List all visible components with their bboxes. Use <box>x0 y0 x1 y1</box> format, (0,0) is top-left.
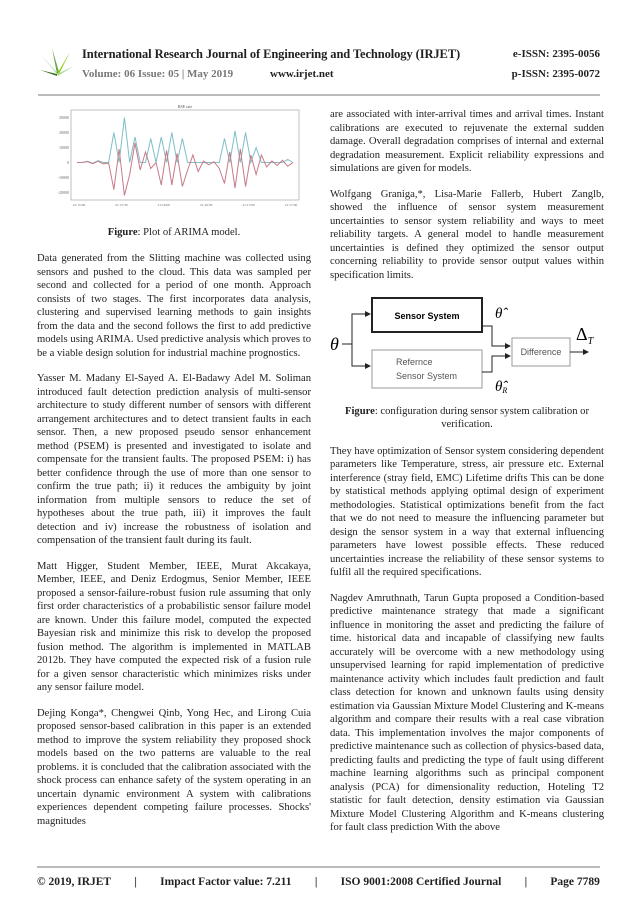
caption-text: : Plot of ARIMA model. <box>137 226 241 238</box>
arima-chart <box>37 100 311 215</box>
page-footer <box>37 866 600 888</box>
x-tick-label: 21:15:30 <box>115 203 128 207</box>
caption-label: Figure <box>107 226 138 238</box>
y-tick-label: -10000 <box>57 175 69 180</box>
separator: | <box>524 876 528 888</box>
figure-caption <box>330 405 604 432</box>
y-tick-label: 0 <box>67 160 69 165</box>
difference-label: Difference <box>520 347 562 357</box>
separator: | <box>134 876 137 888</box>
y-tick-label: -20000 <box>57 190 69 195</box>
y-tick-label: 30000 <box>59 115 69 120</box>
x-tick-label: 21:17:00 <box>242 203 255 207</box>
x-tick-label: 21:17:30 <box>284 203 298 207</box>
reference-label: Refernce <box>396 357 433 367</box>
x-tick-label: 21:15:00 <box>72 203 86 207</box>
paragraph: are associated with inter-arrival times and arrival times. Instant calibrations are executed to rejuvenate the external sudden damage. Overall degradation comprises of internal and external degradation measurement. Explicit reliability expressions and simulations are given for models. <box>330 109 604 174</box>
paragraph: Matt Higger, Student Member, IEEE, Murat Akcakaya, Member, IEEE, and Deniz Erdogmus, Senior Member, IEEE proposed a sensor-failure-robust fusion rule assuming that only first order characteristics of a probabilistic sensor failure model are known. Under this failure model, computed the expected Bayesian risk and minimize this risk to develop the proposed fusion method. The algorithm is implemented in MATLAB 2012b. They have computed the expected risk of a fusion rule for a given sensor characteristic which minimizes risks under any sensor failure model. <box>37 560 311 693</box>
x-tick-label: 21:16:00 <box>157 203 171 207</box>
y-tick-label: 20000 <box>59 130 69 135</box>
page-number: Page 7789 <box>550 876 600 888</box>
caption-label: Figure <box>344 405 375 417</box>
figure-caption <box>37 226 311 240</box>
paragraph: Wolfgang Graniga,*, Lisa-Marie Fallerb, Hubert Zanglb, showed the influence of sensor system measurement uncertainties to sensor system reliability and ways to meet reliability targets. A general model to handle measurement uncertainties is defined they optimized the sensor output concerning reliability to provide sensor output values within specification limits. <box>330 188 604 281</box>
paragraph: Data generated from the Slitting machine was collected using sensors and pushed to the cloud. This data was sampled per second and collected for a period of one month. Approach consists of two stages. The first incorporates data analysis, clustering and supervised learning methods to gain insights from the data and the second follows the first to add predictive models using ARIMA. Used predictive analysis which proves to be a viable design solution for industrial machine prognostics. <box>37 253 311 359</box>
input-theta: θ <box>330 334 339 354</box>
eissn: e-ISSN: 2395-0056 <box>512 48 600 60</box>
plot-frame <box>71 110 299 200</box>
calibration-diagram <box>330 294 604 394</box>
website-link[interactable]: www.irjet.net <box>270 68 334 80</box>
theta-hat: θ̂ <box>495 306 503 322</box>
paragraph: Dejing Konga*, Chengwei Qinb, Yong Hec, and Lirong Cuia proposed sensor-based calibration in this paper is an extended method to improve the system reliability they proposed shock models based on the two patterns are valuable to the real problems. it is concluded that the calibration associated with the shock process can enhance safety of the system operating in an uncertain dynamic environment A system with calibrations experiences dependent competing failure processes. Shocks' magnitudes <box>37 707 311 827</box>
paragraph: They have optimization of Sensor system considering dependent parameters like Temperature, stress, air pressure etc. External interference (stray field, EMC) Lifetime drifts This can be done by statistical methods applying optimal design of experiment methodologies. Statistical optimizations benefit from the fact that we do not need to measure the influencing parameter but design the sensor system in a way that external influencing parameters have lowest possible effects. These reduced uncertainties increase the reliability of these sensor systems to fulfil all the required specifications. <box>330 445 604 578</box>
iso-certification: ISO 9001:2008 Certified Journal <box>340 876 502 888</box>
theta-hat-r: θ̂R <box>495 379 508 394</box>
pissn: p-ISSN: 2395-0072 <box>511 68 600 80</box>
left-column <box>37 100 311 840</box>
copyright: © 2019, IRJET <box>37 876 112 888</box>
caption-text: : configuration during sensor system calibration or verification. <box>374 405 589 430</box>
reference-label: Sensor System <box>396 371 458 381</box>
sensor-system-label: Sensor System <box>394 311 460 321</box>
impact-factor: Impact Factor value: 7.211 <box>160 876 292 888</box>
delta-t: $\Delta_T$ <box>576 324 594 347</box>
right-column <box>330 108 604 847</box>
separator: | <box>314 876 318 888</box>
x-tick-label: 21:16:30 <box>199 203 213 207</box>
paragraph: Nagdev Amruthnath, Tarun Gupta proposed a Condition-based predictive maintenance strategy that made a significant influence in monitoring the asset and predicting the failure of time. historical data and incapable of classifying new faults accurately will be overcome with a new methodology using unsupervised learning for rapid implementation of predictive maintenance activity which includes fault prediction and fault class detection for known and unknown faults using density estimation via Gaussian Mixture Model Clustering and K-means algorithm and compare their results with a real case vibration data. This implementation involves the major components of predictive maintenance such as collection of physics-based data, predicting faults and predicting the type of fault using different machine learning algorithms such as principal component analysis (PCA) for dimensionality reduction, Hoteling T2 statistic for fault detection, density estimation via Gaussian Mixture Model Clustering Algorithm and K-means clustering for fault class prediction With the above <box>330 592 604 833</box>
journal-header <box>38 42 600 96</box>
reference-system-box <box>372 350 482 388</box>
y-tick-label: 10000 <box>59 145 69 150</box>
volume-issue: Volume: 06 Issue: 05 | May 2019 <box>82 68 234 80</box>
chart-title: RSE rate <box>177 104 193 109</box>
journal-title: International Research Journal of Engineering and Technology (IRJET) <box>82 47 461 61</box>
paragraph: Yasser M. Madany El-Sayed A. El-Badawy Adel M. Soliman introduced fault detection prediction analysis of multi-sensor architecture to study different number of sensors with different arrangement architectures and to detect transient faults in each sensor. Then, a new proposed pseudo sensor enhancement method (PSEM) is presented and investigated to isolate and compensate for the transient faults. The proposed PSEM: i) has better confidence through the use of more than one sensor to confirm the true path; ii) it reduces the ambiguity by joint information from multiple sensors to reduce the set of hypotheses about the true path, iii) it improves the fault detection and iv) increase the robustness of isolation and compensation of the transient fault during its fault. <box>37 373 311 546</box>
irjet-logo <box>38 44 76 88</box>
